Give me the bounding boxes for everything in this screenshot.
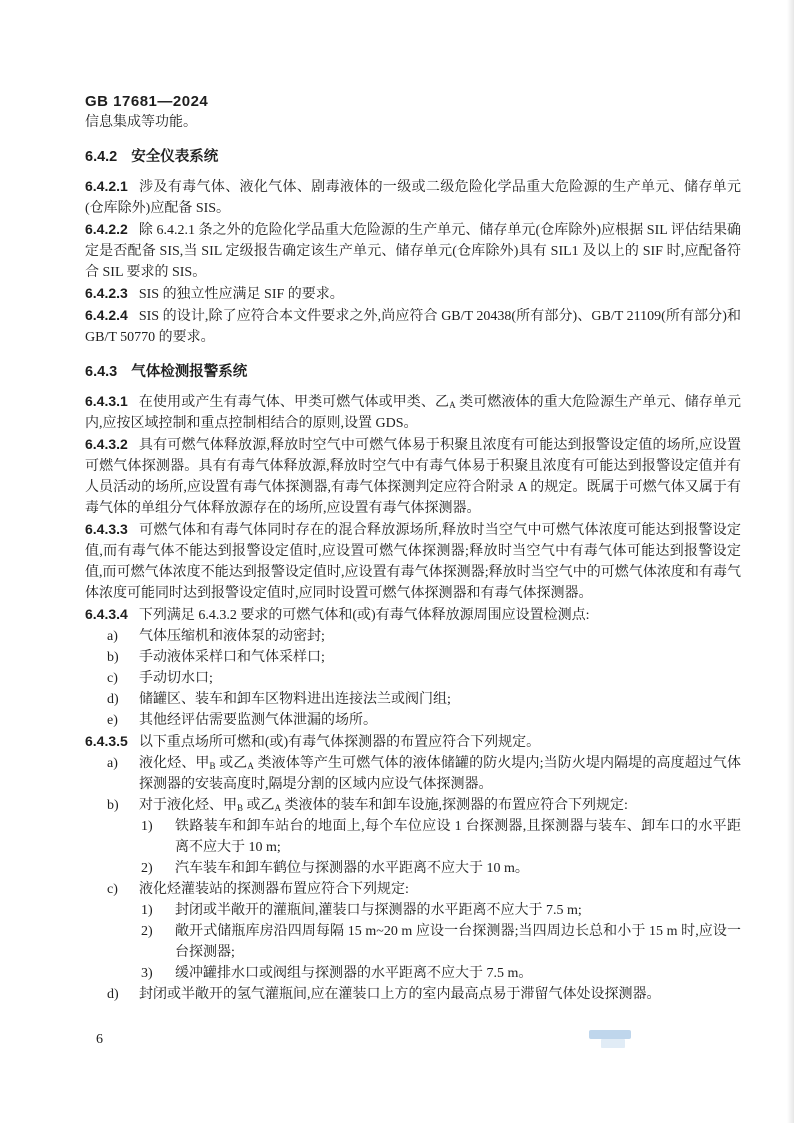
clause-number: 6.4.3.5 [85,733,128,749]
list-marker: b) [107,798,119,813]
clause-text: 在使用或产生有毒气体、甲类可燃气体或甲类、乙$_A$ 类可燃液体的重大危险源生产单元、储存单元内,应按区域控制和重点控制相结合的原则,设置 GDS。 [85,395,742,431]
list-marker: 2) [141,924,153,939]
list-text: 对于液化烃、甲$_B$ 或乙$_A$ 类液体的装车和卸车设施,探测器的布置应符合下列规定: [139,798,628,813]
section-number: 6.4.2 [85,149,118,165]
list-marker: e) [107,713,118,728]
list-text: 封闭或半敞开的氢气灌瓶间,应在灌装口上方的室内最高点易于滞留气体处设探测器。 [139,987,661,1002]
list-text: 储罐区、装车和卸车区物料进出连接法兰或阀门组; [139,692,451,707]
list-marker: b) [107,650,119,665]
clause-text: SIS 的独立性应满足 SIF 的要求。 [138,287,344,302]
list-text: 液化烃、甲$_B$ 或乙$_A$ 类液体等产生可燃气体的液体储罐的防火堤内;当防火堤内隔堤的高度超过气体探测器的安装高度时,隔堤分割的区域内应设气体探测器。 [139,756,742,792]
list-text: 液化烃灌装站的探测器布置应符合下列规定: [139,882,409,897]
list-item-6-4-3-4-c [85,668,741,689]
clause-number: 6.4.3.2 [85,436,128,452]
list-marker: 3) [141,966,153,981]
list-text: 气体压缩机和液体泵的动密封; [139,629,325,644]
list-item-6-4-3-4-d [85,689,741,710]
clause-number: 6.4.3.4 [85,606,128,622]
list-item-6-4-3-5-b-1 [85,816,741,858]
clause-text: SIS 的设计,除了应符合本文件要求之外,尚应符合 GB/T 20438(所有部分)、GB/T 21109(所有部分)和 GB/T 50770 的要求。 [85,309,741,345]
clause-number: 6.4.2.2 [85,221,128,237]
list-item-6-4-3-5-d [85,984,741,1005]
list-marker: 1) [141,903,153,918]
standard-code: GB 17681—2024 [85,93,209,110]
list-item-6-4-3-5-a [85,753,741,795]
list-marker: c) [107,671,118,686]
section-title: 安全仪表系统 [131,149,219,165]
list-marker: a) [107,629,118,644]
clause-number: 6.4.3.1 [85,393,128,409]
clause-6-4-2-4 [85,305,741,348]
list-item-6-4-3-5-c-3 [85,963,741,984]
list-item-6-4-3-5-c-2 [85,921,741,963]
list-marker: d) [107,692,119,707]
clause-6-4-3-1 [85,391,741,434]
list-item-6-4-3-4-b [85,647,741,668]
clause-number: 6.4.2.1 [85,178,128,194]
page-content [85,92,741,1005]
list-marker: 1) [141,819,153,834]
watermark [589,1030,635,1048]
intro-paragraph: 信息集成等功能。 [85,115,197,130]
clause-text: 下列满足 6.4.3.2 要求的可燃气体和(或)有毒气体释放源周围应设置检测点: [138,608,590,623]
list-marker: d) [107,987,119,1002]
watermark-block [601,1039,625,1048]
clause-6-4-2-3 [85,283,741,305]
list-text: 铁路装车和卸车站台的地面上,每个车位应设 1 台探测器,且探测器与装车、卸车口的水平距离不应大于 10 m; [175,819,741,855]
clause-text: 以下重点场所可燃和(或)有毒气体探测器的布置应符合下列规定。 [138,735,541,750]
section-number: 6.4.3 [85,364,118,380]
clause-text: 可燃气体和有毒气体同时存在的混合释放源场所,释放时当空气中可燃气体浓度可能达到报警设定值,而有毒气体不能达到报警设定值时,应设置可燃气体探测器;释放时当空气中有毒气体可能达到报警设定值,而可燃气体浓度不能达到报警设定值时,应设置有毒气体探测器;释放时当空气中的可燃气体浓度和有毒气体浓度可能同时达到报警设定值时,应同时设置可燃气体探测器和有毒气体探测器。 [85,523,741,601]
clause-6-4-3-2 [85,434,741,519]
clause-number: 6.4.2.4 [85,307,128,323]
clause-number: 6.4.3.3 [85,521,128,537]
page-number: 6 [96,1032,103,1047]
list-item-6-4-3-5-b-2 [85,858,741,879]
clause-6-4-2-1 [85,176,741,219]
clause-text: 涉及有毒气体、液化气体、剧毒液体的一级或二级危险化学品重大危险源的生产单元、储存单元(仓库除外)应配备 SIS。 [85,180,741,216]
clause-6-4-2-2 [85,219,741,283]
clause-6-4-3-4 [85,604,741,626]
list-text: 封闭或半敞开的灌瓶间,灌装口与探测器的水平距离不应大于 7.5 m; [175,903,582,918]
clause-text: 除 6.4.2.1 条之外的危险化学品重大危险源的生产单元、储存单元(仓库除外)应根据 SIL 评估结果确定是否配备 SIS,当 SIL 定级报告确定该生产单元、储存单元(仓库除外)具有 SIL1 及以上的 SIF 时,应配备符合 SIL 要求的 SIS。 [85,223,741,280]
list-text: 汽车装车和卸车鹤位与探测器的水平距离不应大于 10 m。 [175,861,529,876]
list-text: 敞开式储瓶库房沿四周每隔 15 m~20 m 应设一台探测器;当四周边长总和小于 15 m 时,应设一台探测器; [175,924,741,960]
list-item-6-4-3-4-e [85,710,741,731]
section-heading-6-4-3 [85,362,741,383]
list-marker: 2) [141,861,153,876]
clause-6-4-3-5 [85,731,741,753]
list-text: 缓冲罐排水口或阀组与探测器的水平距离不应大于 7.5 m。 [175,966,533,981]
list-marker: c) [107,882,118,897]
list-marker: a) [107,756,118,771]
section-title: 气体检测报警系统 [131,364,248,380]
list-text: 手动液体采样口和气体采样口; [139,650,325,665]
clause-text: 具有可燃气体释放源,释放时空气中可燃气体易于积聚且浓度有可能达到报警设定值的场所,应设置可燃气体探测器。具有有毒气体释放源,释放时空气中有毒气体易于积聚且浓度有可能达到报警设定值并有人员活动的场所,应设置有毒气体探测器,有毒气体探测判定应符合附录 A 的规定。既属于可燃气体又属于有毒气体的单组分气体释放源存在的场所,应设置有毒气体探测器。 [85,438,741,516]
list-text: 手动切水口; [139,671,213,686]
clause-6-4-3-3 [85,519,741,604]
list-item-6-4-3-5-c-1 [85,900,741,921]
clause-number: 6.4.2.3 [85,285,128,301]
list-item-6-4-3-5-c [85,879,741,900]
section-heading-6-4-2 [85,147,741,168]
list-item-6-4-3-4-a [85,626,741,647]
list-text: 其他经评估需要监测气体泄漏的场所。 [139,713,377,728]
watermark-strip [589,1030,631,1039]
list-item-6-4-3-5-b [85,795,741,816]
